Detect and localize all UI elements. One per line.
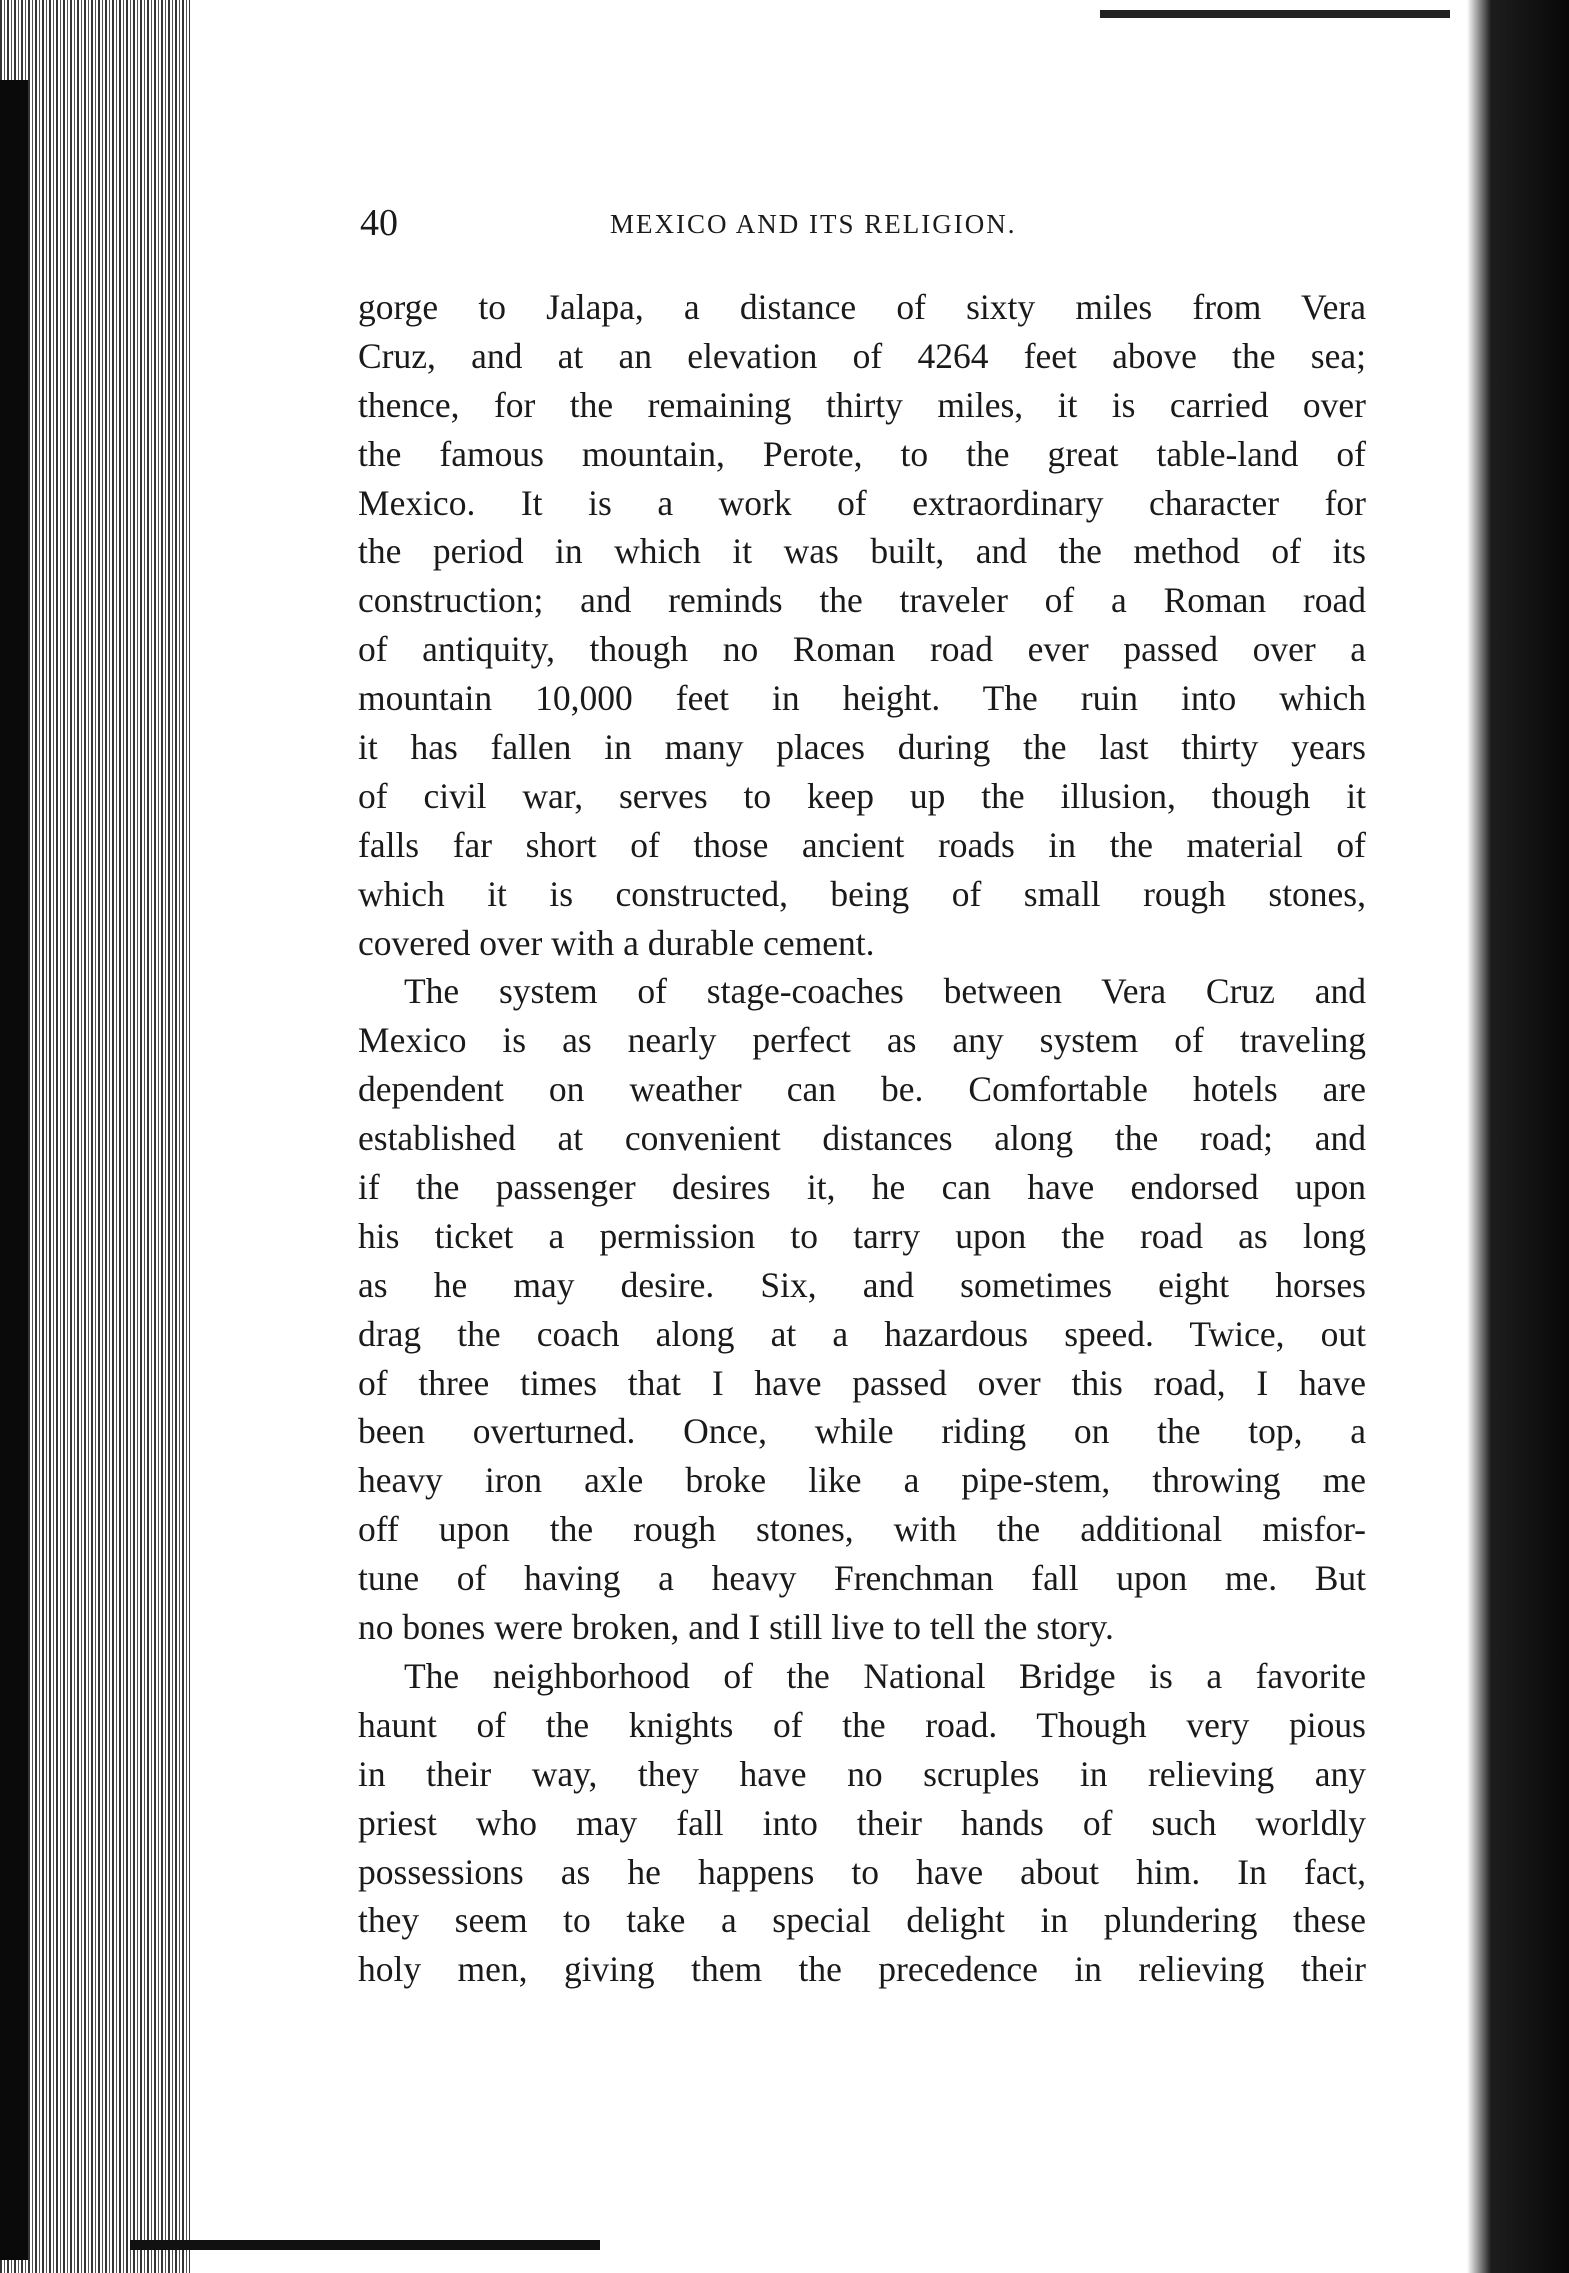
text-line: they seem to take a special delight in plundering these (358, 1900, 1366, 1941)
scanned-binding-left (0, 0, 190, 2273)
text-line: in their way, they have no scruples in relieving any (358, 1753, 1366, 1794)
text-line: mountain 10,000 feet in height. The ruin into which (358, 678, 1366, 719)
text-line: The system of stage-coaches between Vera Cruz and (404, 971, 1366, 1012)
text-line: which it is constructed, being of small rough stones, (358, 873, 1366, 914)
body-text (358, 283, 1366, 1994)
page-header (360, 198, 1370, 248)
text-line: of three times that I have passed over this road, I have (358, 1362, 1366, 1403)
page-number: 40 (360, 202, 398, 244)
text-line: construction; and reminds the traveler of a Roman road (358, 580, 1366, 621)
text-line: off upon the rough stones, with the additional misfor- (358, 1509, 1366, 1550)
text-line: The neighborhood of the National Bridge is a favorite (404, 1655, 1366, 1696)
scan-top-rule (1100, 10, 1450, 18)
text-line: Cruz, and at an elevation of 4264 feet above the sea; (358, 335, 1366, 376)
text-line: holy men, giving them the precedence in relieving their (358, 1949, 1366, 1990)
text-line: the famous mountain, Perote, to the great table-land of (358, 433, 1366, 474)
text-line: been overturned. Once, while riding on the top, a (358, 1411, 1366, 1452)
text-line: dependent on weather can be. Comfortable hotels are (358, 1069, 1366, 1110)
text-line: heavy iron axle broke like a pipe-stem, throwing me (358, 1460, 1366, 1501)
text-line: thence, for the remaining thirty miles, it is carried over (358, 384, 1366, 425)
scan-bottom-rule (130, 2240, 600, 2250)
text-line: covered over with a durable cement. (358, 922, 875, 963)
text-line: Mexico. It is a work of extraordinary character for (358, 482, 1366, 523)
scanned-spine-shadow (0, 80, 28, 2260)
text-line: tune of having a heavy Frenchman fall upon me. But (358, 1558, 1366, 1599)
scanned-page-edge-right (1449, 0, 1569, 2273)
text-line: haunt of the knights of the road. Though very pious (358, 1704, 1366, 1745)
text-line: his ticket a permission to tarry upon the road as long (358, 1215, 1366, 1256)
text-line: no bones were broken, and I still live to tell the story. (358, 1607, 1114, 1648)
text-line: falls far short of those ancient roads in the material of (358, 824, 1366, 865)
text-line: if the passenger desires it, he can have endorsed upon (358, 1167, 1366, 1208)
text-line: it has fallen in many places during the last thirty years (358, 727, 1366, 768)
text-line: gorge to Jalapa, a distance of sixty miles from Vera (358, 287, 1366, 327)
text-line: established at convenient distances along the road; and (358, 1118, 1366, 1159)
text-line: drag the coach along at a hazardous speed. Twice, out (358, 1313, 1366, 1354)
text-line: of civil war, serves to keep up the illusion, though it (358, 775, 1366, 816)
text-line: Mexico is as nearly perfect as any system of traveling (358, 1020, 1366, 1061)
text-line: as he may desire. Six, and sometimes eight horses (358, 1264, 1366, 1305)
text-line: of antiquity, though no Roman road ever passed over a (358, 629, 1366, 670)
text-line: priest who may fall into their hands of such worldly (358, 1802, 1366, 1843)
text-line: possessions as he happens to have about him. In fact, (358, 1851, 1366, 1892)
text-line: the period in which it was built, and the method of its (358, 531, 1366, 572)
running-title: MEXICO AND ITS RELIGION. (610, 209, 1017, 239)
